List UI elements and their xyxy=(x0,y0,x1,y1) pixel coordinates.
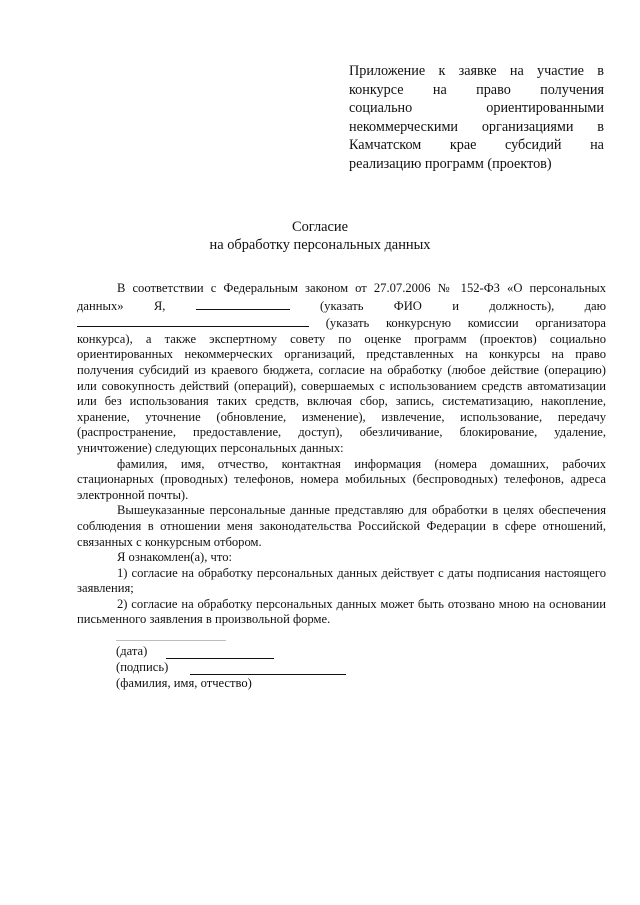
consent-paragraph-3: Вышеуказанные персональные данные представляю для обработки в целях обеспечения соблюдения в отношении меня законодательства Российской Федерации в сфере отношений, связанных с конкурсным отбором. xyxy=(77,503,606,549)
consent-text: (указать ФИО и должность), даю xyxy=(289,298,606,313)
sign-label: (подпись) xyxy=(116,660,169,674)
annex-word: Приложение xyxy=(349,63,426,79)
sign-blank-line xyxy=(190,662,346,675)
annex-word: некоммерческими xyxy=(349,118,459,135)
annex-word: право xyxy=(476,81,511,98)
annex-word: конкурсе xyxy=(349,81,404,98)
document-title xyxy=(0,218,640,254)
date-label: (дата) xyxy=(116,644,148,658)
annex-word: на xyxy=(432,81,447,98)
annex-word: в xyxy=(597,63,604,79)
annex-line xyxy=(349,136,604,155)
consent-paragraph-5: 1) согласие на обработку персональных данных действует с даты подписания настоящего заявления; xyxy=(77,565,606,596)
annex-line xyxy=(349,62,604,81)
consent-paragraph-4: Я ознакомлен(а), что: xyxy=(117,550,233,565)
consent-text: В соответствии с Федеральным законом от 27.07.2006 № 152-ФЗ «О персональных данных» Я, xyxy=(77,281,606,313)
annex-word: ориентированными xyxy=(486,100,604,117)
annex-word: организациями xyxy=(481,118,574,135)
annex-word: к xyxy=(438,63,446,79)
annex-word: получения xyxy=(540,81,604,98)
date-blank-line xyxy=(166,646,274,659)
title-line-1: Согласие xyxy=(291,219,348,235)
annex-word: социально xyxy=(349,100,413,117)
annex-word: на xyxy=(509,63,524,79)
commission-blank-line xyxy=(77,314,309,327)
consent-paragraph-1 xyxy=(77,281,606,457)
signature-top-line xyxy=(116,628,226,641)
annex-word: крае xyxy=(449,137,477,154)
name-label: (фамилия, имя, отчество) xyxy=(116,676,252,690)
name-row xyxy=(116,675,536,691)
annex-line xyxy=(349,81,604,100)
signature-block xyxy=(116,628,536,691)
sign-row xyxy=(116,659,536,675)
annex-line xyxy=(349,155,604,174)
consent-paragraph-6: 2) согласие на обработку персональных данных может быть отозвано мною на основании письменного заявления в произвольной форме. xyxy=(77,596,606,627)
fio-blank-line xyxy=(196,297,290,310)
consent-text: (указать конкурсную комиссии организатора конкурса), а также экспертному совету по оценке программ (проектов) социально ориентированных некоммерческих организаций, представленных на конкурсы на право получения субсидий из краевого бюджета, согласие на обработку (любое действие (операцию) или совокупность действий (операций), совершаемых с использованием средств автоматизации или без использования таких средств, включая сбор, запись, систематизацию, накопление, хранение, уточнение (обновление, изменение), извлечение, использование, передачу (распространение, предоставление, доступ), обезличивание, блокирование, удаление, уничтожение) следующих персональных данных: xyxy=(77,316,606,455)
title-line-2: на обработку персональных данных xyxy=(209,237,431,253)
date-row xyxy=(116,643,536,659)
consent-body xyxy=(77,281,606,628)
annex-word: Камчатском xyxy=(349,137,422,154)
consent-paragraph-2: фамилия, имя, отчество, контактная информация (номера домашних, рабочих стационарных (проводных) телефонов, номера мобильных (беспроводных) телефонов, адреса электронной почты). xyxy=(77,456,606,502)
annex-word: участие xyxy=(537,63,584,79)
annex-heading xyxy=(349,62,604,174)
annex-line xyxy=(349,118,604,137)
annex-line xyxy=(349,99,604,118)
annex-word: реализацию программ (проектов) xyxy=(349,155,552,172)
annex-word: в xyxy=(597,118,604,135)
annex-word: на xyxy=(590,137,604,154)
annex-word: субсидий xyxy=(504,137,562,154)
annex-word: заявке xyxy=(458,63,497,79)
